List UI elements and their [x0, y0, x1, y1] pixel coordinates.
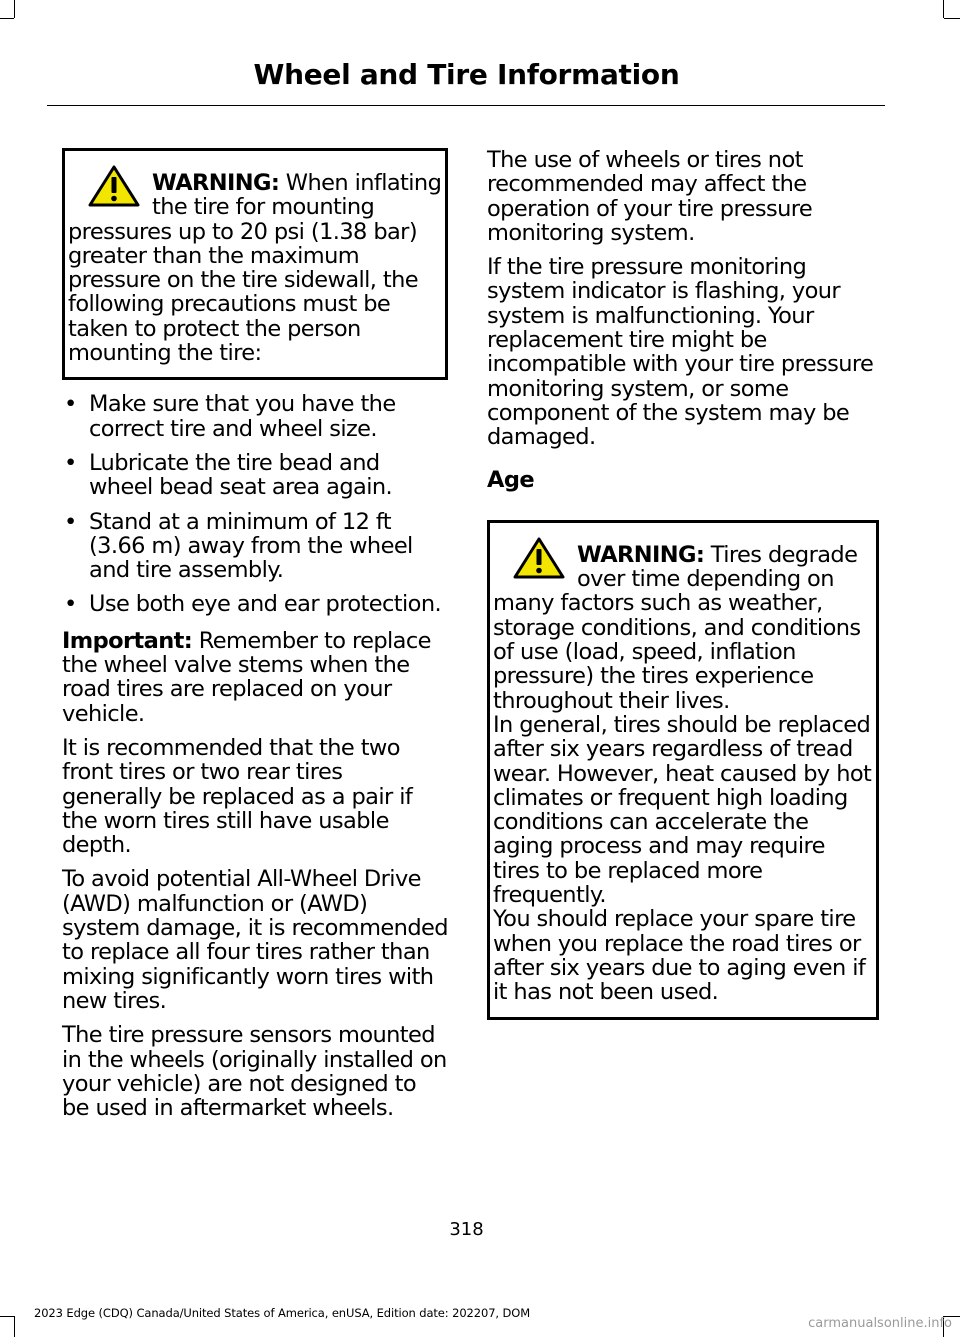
list-item: [62, 592, 448, 616]
bullet-icon: •: [64, 391, 77, 418]
right-column: [487, 148, 879, 1020]
warning-triangle-icon: [88, 165, 140, 207]
bullet-icon: •: [64, 591, 77, 618]
list-item: [62, 451, 448, 500]
paragraph: The use of wheels or tires not recommended may affect the operation of your tire pressure monitoring system.: [487, 147, 813, 246]
warning-box: [487, 520, 879, 1020]
left-column: [62, 148, 448, 1130]
list-item: [62, 392, 448, 441]
warning-label: WARNING:: [577, 541, 705, 568]
paragraph: If the tire pressure monitoring system indicator is flashing, your system is malfunctioning. Your replacement tire might be incompatible with your tire pressure monitoring system, or some component of the system may be damaged.: [487, 254, 874, 451]
page-title: Wheel and Tire Information: [253, 58, 680, 91]
warning-text: You should replace your spare tire when you replace the road tires or after six years due to aging even if it has not been used.: [493, 906, 866, 1006]
warning-text: When inflating the tire for mounting pressures up to 20 psi (1.38 bar) greater than the maximum pressure on the tire sidewall, the following precautions must be taken to protect the person mounting the tire:: [68, 170, 442, 367]
crop-mark: [14, 1316, 15, 1337]
precautions-list: [62, 392, 448, 616]
paragraph: It is recommended that the two front tires or two rear tires generally be replaced as a pair if the worn tires still have usable depth.: [62, 734, 413, 859]
list-item-text: Stand at a minimum of 12 ft (3.66 m) away from the wheel and tire assembly.: [89, 508, 413, 584]
crop-mark: [0, 18, 14, 19]
crop-mark: [943, 0, 944, 18]
list-item: [62, 510, 448, 583]
crop-mark: [0, 1316, 14, 1317]
warning-text: Tires degrade over time depending on many factors such as weather, storage conditions, and conditions of use (load, speed, inflation pressure) the tires experience throughout their lives.: [493, 541, 861, 714]
list-item-text: Lubricate the tire bead and wheel bead seat area again.: [89, 449, 393, 501]
crop-mark: [944, 18, 960, 19]
edition-footer: 2023 Edge (CDQ) Canada/United States of America, enUSA, Edition date: 202207, DOM: [34, 1306, 531, 1320]
crop-mark: [14, 0, 15, 18]
bullet-icon: •: [64, 508, 77, 535]
important-note: [62, 629, 448, 726]
warning-label: WARNING:: [152, 170, 280, 196]
header-divider: [47, 105, 885, 106]
paragraph: The tire pressure sensors mounted in the wheels (originally installed on your vehicle) are not designed to be used in aftermarket wheels.: [62, 1022, 447, 1122]
warning-triangle-icon: [513, 537, 565, 579]
paragraph: To avoid potential All-Wheel Drive (AWD) malfunction or (AWD) system damage, it is recommended to replace all four tires rather than mixing significantly worn tires with new tires.: [62, 866, 448, 1014]
bullet-icon: •: [64, 449, 77, 476]
section-heading: Age: [487, 466, 534, 493]
warning-text: In general, tires should be replaced after six years regardless of tread wear. However, heat caused by hot climates or frequent high loading conditions can accelerate the aging process and may require tires to be replaced more frequently.: [493, 711, 872, 909]
page-number: 318: [449, 1219, 484, 1240]
important-label: Important:: [62, 627, 193, 654]
important-text: Remember to replace the wheel valve stems when the road tires are replaced on your vehicle.: [62, 627, 431, 727]
warning-box: [62, 148, 448, 380]
list-item-text: Use both eye and ear protection.: [89, 591, 442, 618]
list-item-text: Make sure that you have the correct tire and wheel size.: [89, 391, 396, 442]
watermark: carmanualsonline.info: [808, 1316, 952, 1331]
